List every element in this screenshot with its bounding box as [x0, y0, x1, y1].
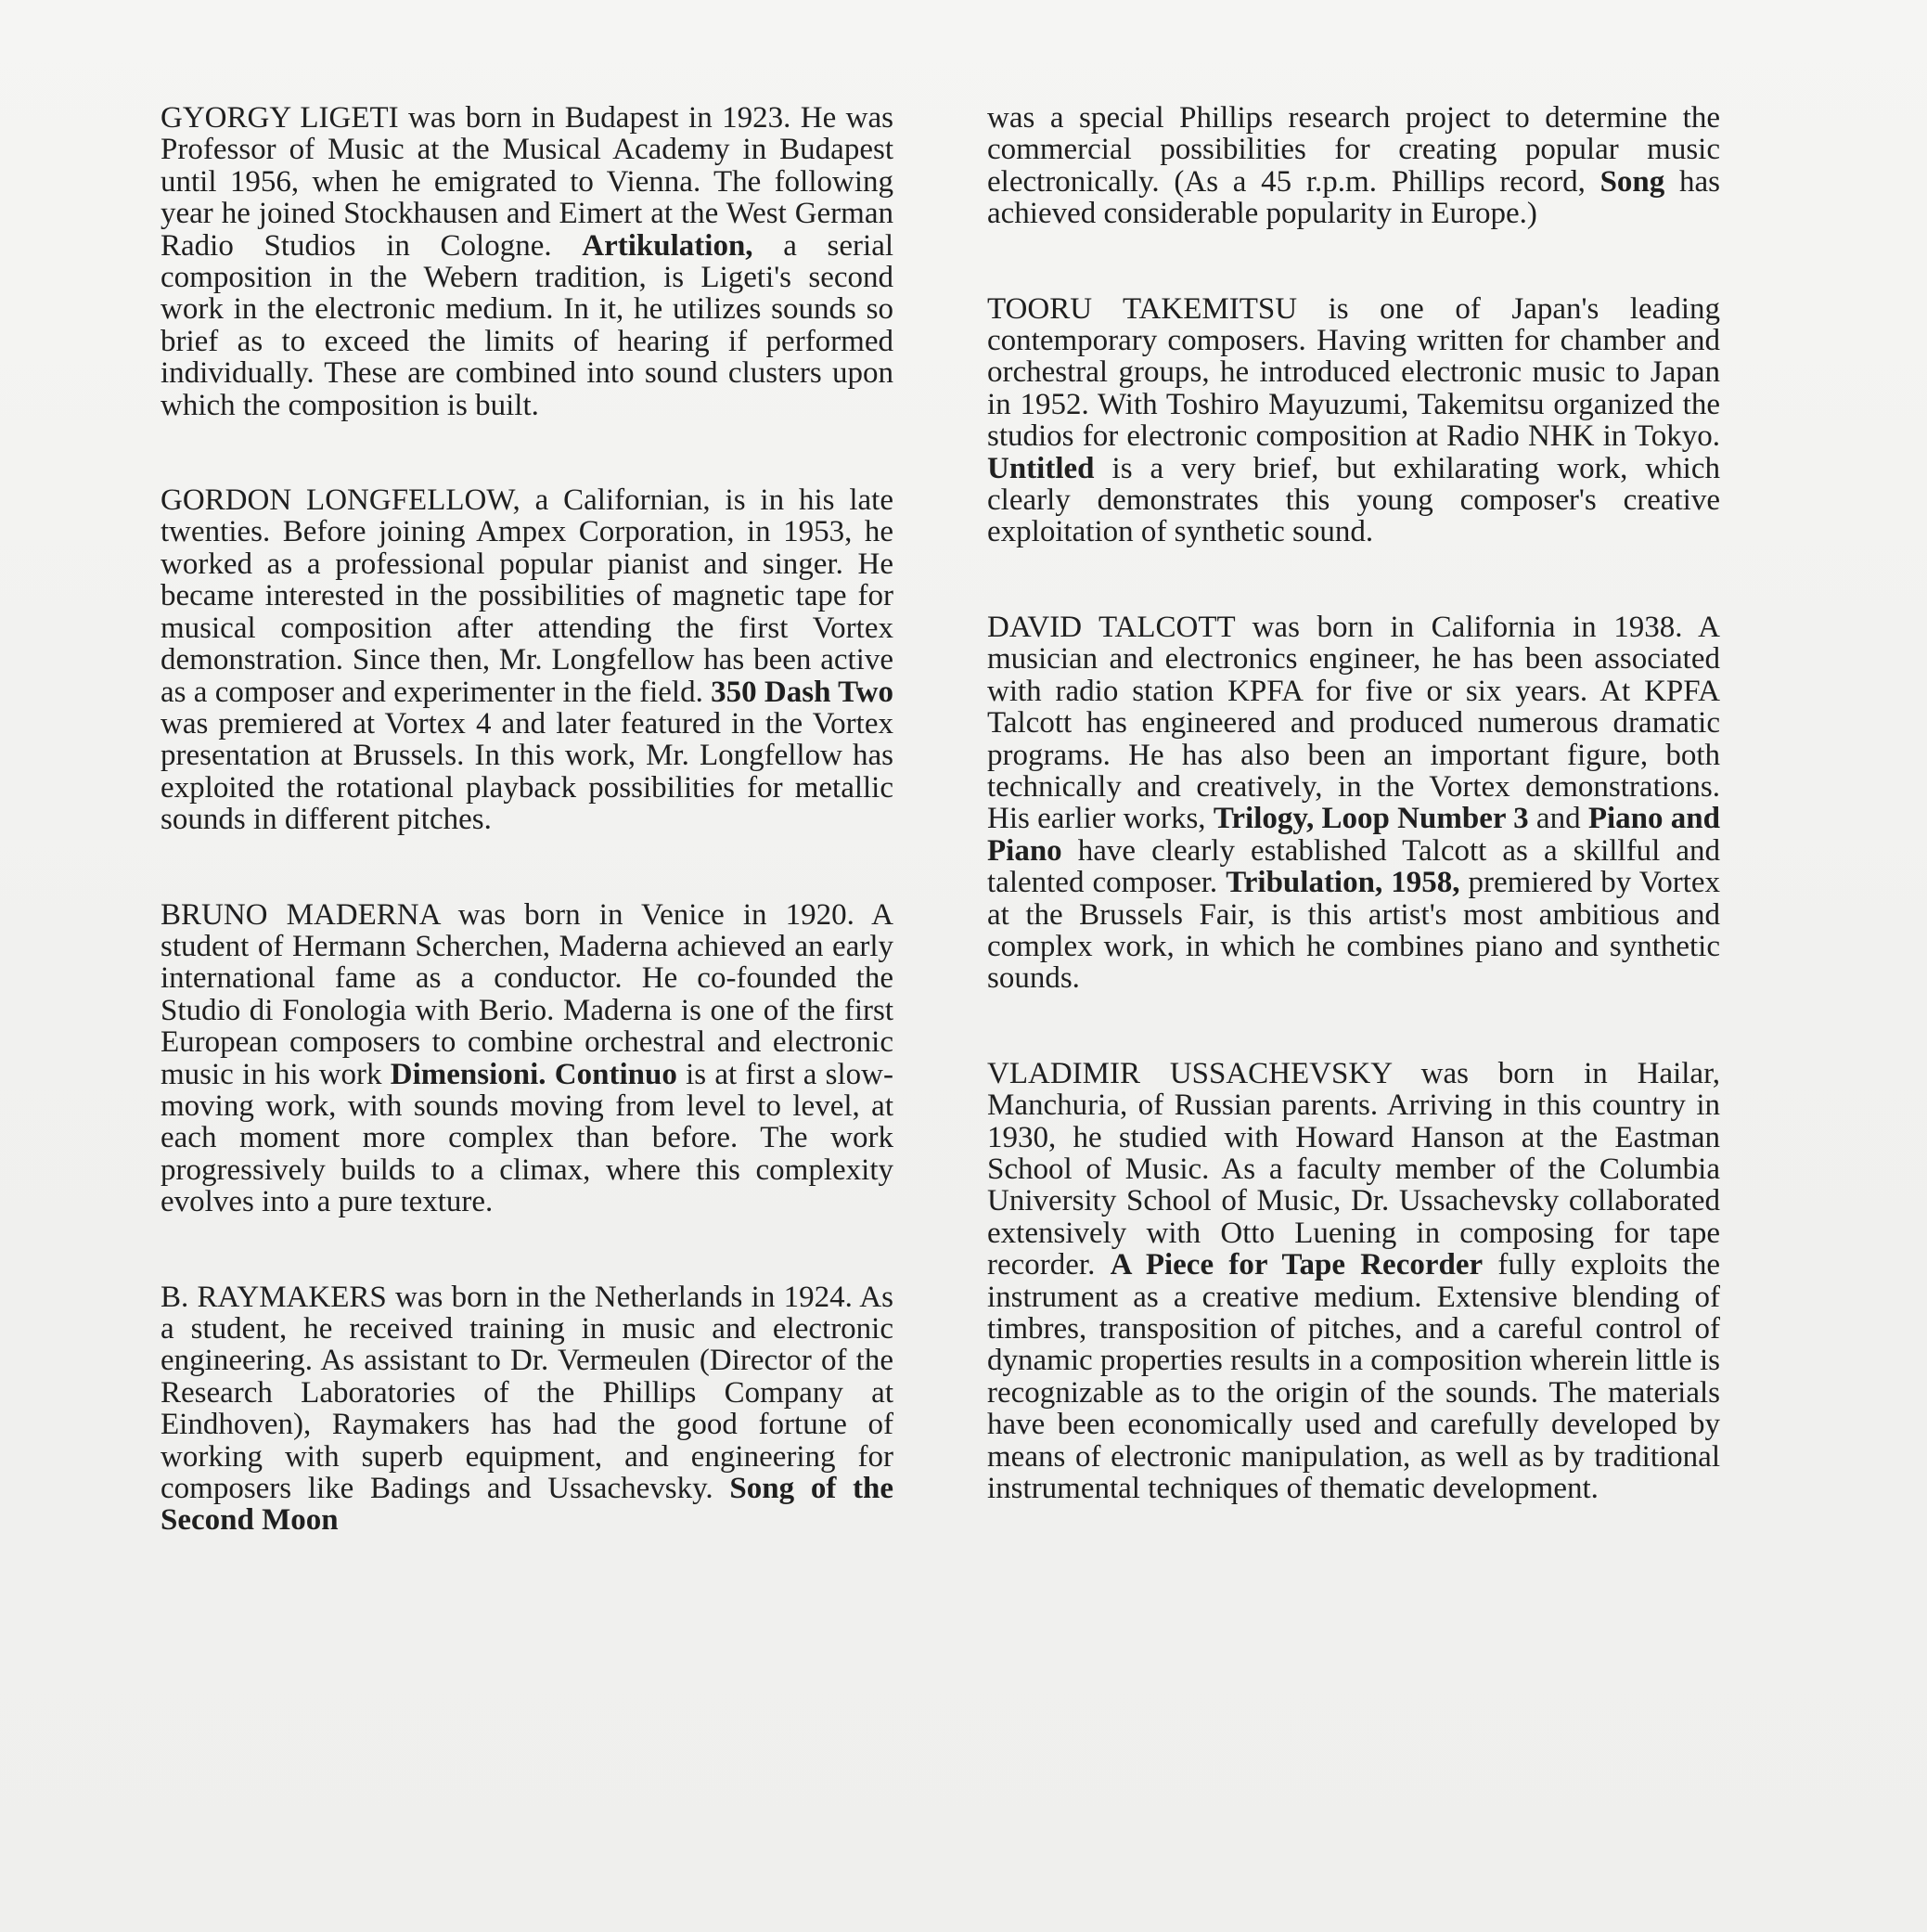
- bio-text: TOORU TAKEMITSU is one of Japan's leading contemporary composers. Having written for chamber and orchestral groups, he introduced electronic music to Japan in 1952. With Toshiro Mayuzumi, Takemitsu organized the studios for electronic composition at Radio NHK in Tokyo.: [987, 291, 1720, 454]
- bio-text: and: [1528, 802, 1588, 836]
- bio-raymakers-continued: [987, 102, 1720, 230]
- work-title: Tribulation, 1958,: [1226, 866, 1460, 900]
- bio-text: has achieved considerable popularity in Europe.): [987, 164, 1720, 231]
- bio-longfellow: [161, 484, 893, 835]
- bio-text: BRUNO MADERNA was born in Venice in 1920. A student of Hermann Scherchen, Maderna achieved an early international fame as a conductor. He co-founded the Studio di Fonologia with Berio. Maderna is one of the first European composers to combine orchestral and electronic music in his work: [161, 897, 893, 1091]
- bio-text: VLADIMIR USSACHEVSKY was born in Hailar, Manchuria, of Russian parents. Arriving in this country in 1930, he studied with Howard Hanson at the Eastman School of Music. As a faculty member of the Columbia University School of Music, Dr. Ussachevsky collaborated extensively with Otto Luening in composing for tape recorder.: [987, 1056, 1720, 1282]
- bio-text: GORDON LONGFELLOW, a Californian, is in his late twenties. Before joining Ampex Corporation, in 1953, he worked as a professional popular pianist and singer. He became interested in the possibilities of magnetic tape for musical composition after attending the first Vortex demonstration. Since then, Mr. Longfellow has been active as a composer and experimenter in the field.: [161, 483, 893, 709]
- work-title: Dimensioni. Continuo: [390, 1057, 677, 1091]
- bio-text: is a very brief, but exhilarating work, which clearly demonstrates this young composer's creative exploitation of synthetic sound.: [987, 451, 1720, 549]
- bio-text: GYORGY LIGETI was born in Budapest in 1923. He was Professor of Music at the Musical Academy in Budapest until 1956, when he emigrated to Vienna. The following year he joined Stockhausen and Eimert at the West German Radio Studios in Cologne.: [161, 101, 893, 263]
- bio-text: a serial composition in the Webern tradition, is Ligeti's second work in the electronic medium. In it, he utilizes sounds so brief as to exceed the limits of hearing if performed individually. These are combined into sound clusters upon which the composition is built.: [161, 228, 894, 422]
- work-title: Piano and Piano: [987, 802, 1720, 868]
- right-column: [987, 102, 1720, 1567]
- work-title: A Piece for Tape Recorder: [1110, 1248, 1484, 1282]
- bio-text: B. RAYMAKERS was born in the Netherlands in 1924. As a student, he received training in music and electronic engineering. As assistant to Dr. Vermeulen (Director of the Research Laboratories of the Phillips Company at Eindhoven), Raymakers has had the good fortune of working with superb equipment, and engineering for composers like Badings and Ussachevsky.: [161, 1280, 893, 1506]
- bio-text: fully exploits the instrument as a creative medium. Extensive blending of timbres, transposition of pitches, and a careful control of dynamic properties results in a composition wherein little is recognizable as to the origin of the sounds. The materials have been economically used and carefully developed by means of electronic manipulation, as well as by traditional instrumental techniques of thematic development.: [987, 1248, 1721, 1506]
- bio-ussachevsky: [987, 1058, 1720, 1505]
- left-column: [161, 102, 893, 1600]
- bio-raymakers: [161, 1282, 893, 1537]
- work-title: 350 Dash Two: [711, 675, 893, 709]
- bio-text: premiered by Vortex at the Brussels Fair, is this artist's most ambitious and complex work, in which he combines piano and synthetic sounds.: [987, 866, 1721, 996]
- work-title: Song of the Second Moon: [161, 1472, 894, 1538]
- work-title: Song: [1599, 164, 1665, 199]
- bio-text: is at first a slow-moving work, with sounds moving from level to level, at each moment more complex than before. The work progressively builds to a climax, where this complexity evolves into a pure texture.: [161, 1057, 893, 1219]
- bio-text: have clearly established Talcott as a skillful and talented composer.: [987, 833, 1720, 900]
- work-title: Trilogy, Loop Number 3: [1213, 802, 1529, 836]
- work-title: Untitled: [987, 451, 1095, 485]
- bio-text: was premiered at Vortex 4 and later featured in the Vortex presentation at Brussels. In this work, Mr. Longfellow has exploited the rotational playback possibilities for metallic sounds in different pitches.: [161, 706, 893, 837]
- bio-text: was a special Phillips research project to determine the commercial possibilities for creating popular music electronically. (As a 45 r.p.m. Phillips record,: [987, 101, 1720, 199]
- bio-talcott: [987, 612, 1720, 995]
- bio-ligeti: [161, 102, 893, 421]
- bio-takemitsu: [987, 293, 1720, 548]
- work-title: Artikulation,: [582, 228, 753, 263]
- bio-text: DAVID TALCOTT was born in California in 1938. A musician and electronics engineer, he has been associated with radio station KPFA for five or six years. At KPFA Talcott has engineered and produced numerous dramatic programs. He has also been an important figure, both technically and creatively, in the Vortex demonstrations. His earlier works,: [987, 610, 1720, 836]
- bio-maderna: [161, 899, 893, 1218]
